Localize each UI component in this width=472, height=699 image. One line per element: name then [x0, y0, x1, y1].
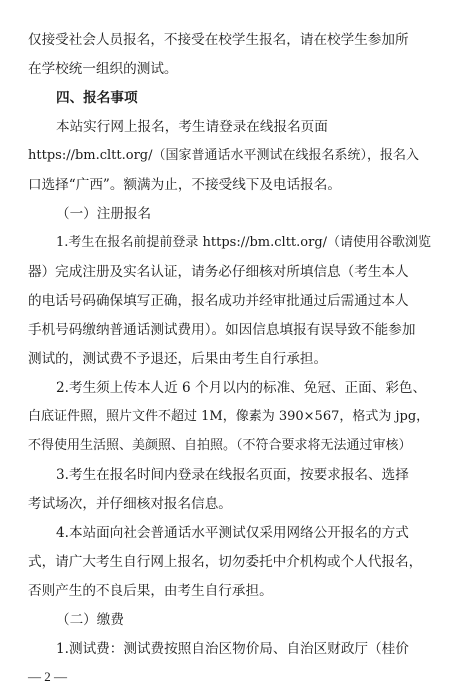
paragraph-line: 否则产生的不良后果，由考生自行承担。	[28, 583, 273, 599]
page-number: — 2 —	[28, 669, 67, 684]
paragraph-line: 1.考生在报名前提前登录 https://bm.cltt.org/（请使用谷歌浏览	[56, 235, 432, 250]
paragraph-line: 4.本站面向社会普通话水平测试仅采用网络公开报名的方式	[56, 525, 409, 541]
paragraph-line: https://bm.cltt.org/（国家普通话水平测试在线报名系统），报名入	[28, 148, 419, 163]
paragraph-line: 不得使用生活照、美颜照、自拍照。（不符合要求将无法通过审核）	[28, 438, 412, 453]
paragraph-line: 1.测试费：测试费按照自治区物价局、自治区财政厅（桂价	[56, 641, 409, 657]
paragraph-line: 手机号码缴纳普通话测试费用）。如因信息填报有误导致不能参加	[28, 322, 416, 338]
subsection-heading: （二）缴费	[56, 612, 124, 628]
paragraph-line: 仅接受社会人员报名，不接受在校学生报名，请在校学生参加所	[28, 32, 409, 48]
paragraph-line: 的电话号码确保填写正确，报名成功并经审批通过后需通过本人	[28, 293, 409, 309]
paragraph-line: 式，请广大考生自行网上报名，切勿委托中介机构或个人代报名，	[28, 554, 423, 570]
paragraph-line: 口选择“广西”。额满为止，不接受线下及电话报名。	[28, 177, 341, 193]
paragraph-line: 3.考生在报名时间内登录在线报名页面，按要求报名、选择	[56, 467, 409, 483]
paragraph-line: 器）完成注册及实名认证，请务必仔细核对所填信息（考生本人	[28, 264, 409, 280]
paragraph-line: 考试场次，并仔细核对报名信息。	[28, 496, 232, 512]
subsection-heading: （一）注册报名	[56, 206, 152, 222]
paragraph-line: 2.考生须上传本人近 6 个月以内的标准、免冠、正面、彩色、	[56, 380, 427, 396]
paragraph-line: 在学校统一组织的测试。	[28, 61, 178, 77]
paragraph-line: 白底证件照，照片文件不超过 1M，像素为 390×567，格式为 jpg，	[28, 409, 430, 424]
section-heading: 四、报名事项	[56, 90, 138, 106]
paragraph-line: 本站实行网上报名，考生请登录在线报名页面	[56, 119, 328, 135]
paragraph-line: 测试的，测试费不予退还，后果由考生自行承担。	[28, 351, 328, 367]
